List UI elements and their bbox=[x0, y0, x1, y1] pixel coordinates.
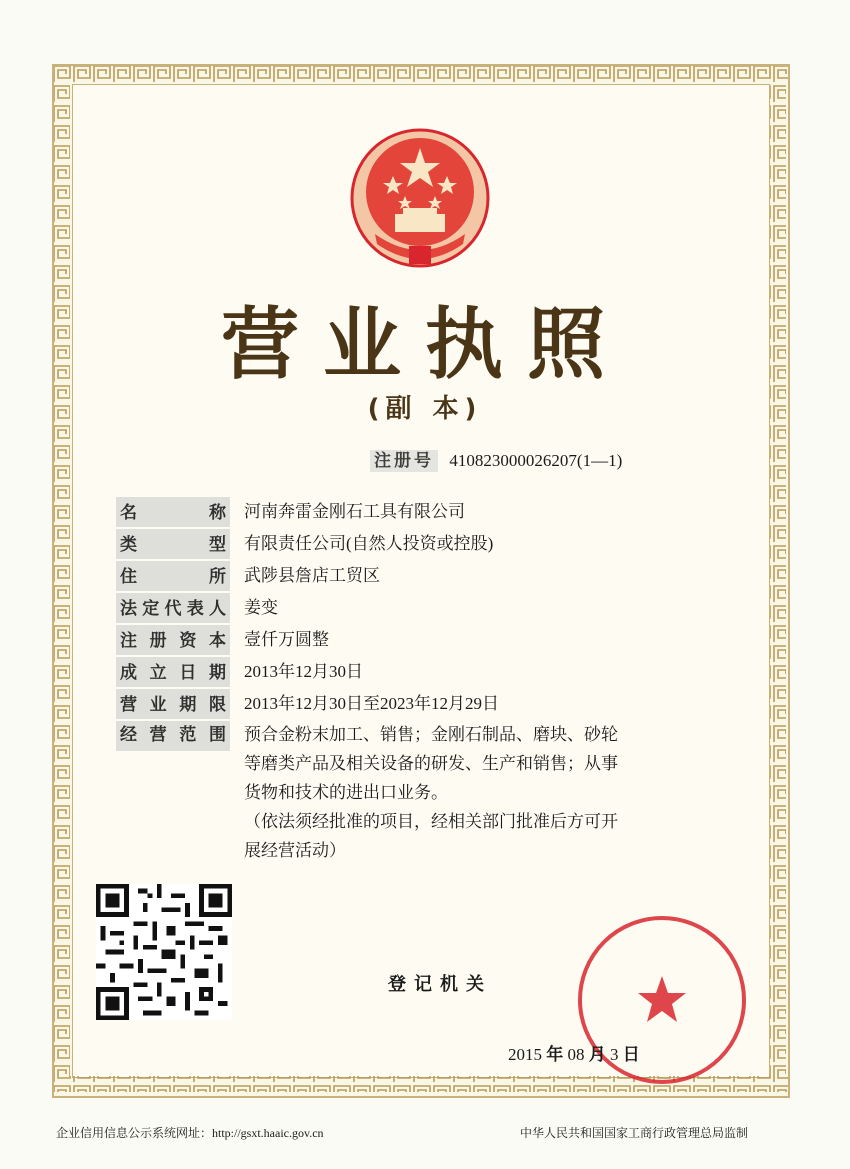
registration-value: 410823000026207(1—1) bbox=[449, 451, 623, 470]
field-row-address bbox=[116, 560, 716, 592]
field-value: 2013年12月30日 bbox=[244, 662, 363, 681]
field-label: 住 所 bbox=[116, 561, 230, 591]
date-year: 2015 bbox=[508, 1045, 542, 1064]
scope-line: 预合金粉末加工、销售；金刚石制品、磨块、砂轮 bbox=[244, 725, 618, 744]
field-value: 姜变 bbox=[244, 598, 278, 617]
registration-label: 注册号 bbox=[370, 450, 438, 472]
field-value-scope bbox=[244, 720, 716, 865]
issue-date bbox=[508, 1040, 640, 1065]
field-value: 2013年12月30日至2023年12月29日 bbox=[244, 694, 499, 713]
field-row-established bbox=[116, 656, 716, 688]
field-label: 类 型 bbox=[116, 529, 230, 559]
field-label: 注 册 资 本 bbox=[116, 625, 230, 655]
label-char: 称 bbox=[209, 503, 226, 523]
registration-authority: 登记机关 bbox=[388, 974, 492, 995]
national-emblem-icon bbox=[345, 126, 495, 271]
field-label: 成 立 日 期 bbox=[116, 657, 230, 687]
field-label: 营 业 期 限 bbox=[116, 689, 230, 719]
field-label: 法 定 代 表 人 bbox=[116, 593, 230, 623]
label-char: 名 bbox=[120, 503, 137, 523]
scope-line: 等磨类产品及相关设备的研发、生产和销售；从事 bbox=[244, 754, 618, 773]
document-subtitle: (副 本) bbox=[367, 394, 483, 424]
field-row-scope bbox=[116, 720, 716, 865]
scope-line: （依法须经批准的项目，经相关部门批准后方可开 bbox=[244, 812, 618, 831]
qr-code bbox=[96, 884, 232, 1020]
footer-supervisor: 中华人民共和国国家工商行政管理总局监制 bbox=[520, 1126, 749, 1140]
field-row-term bbox=[116, 688, 716, 720]
date-day: 3 bbox=[610, 1045, 619, 1064]
field-value: 武陟县詹店工贸区 bbox=[244, 566, 380, 585]
document-title: 营业执照 bbox=[220, 300, 629, 390]
footer-website: 企业信用信息公示系统网址：http://gsxt.haaic.gov.cn bbox=[56, 1126, 324, 1140]
scope-line: 展经营活动） bbox=[244, 841, 346, 860]
field-value: 河南奔雷金刚石工具有限公司 bbox=[244, 502, 465, 521]
field-row-name bbox=[116, 496, 716, 528]
field-row-capital bbox=[116, 624, 716, 656]
field-label bbox=[116, 497, 230, 527]
date-year-unit: 年 bbox=[546, 1045, 564, 1065]
date-day-unit: 日 bbox=[622, 1045, 640, 1065]
date-month-unit: 月 bbox=[588, 1045, 606, 1065]
field-value: 壹仟万圆整 bbox=[244, 630, 329, 649]
field-label: 经 营 范 围 bbox=[116, 721, 230, 751]
scope-line: 货物和技术的进出口业务。 bbox=[244, 783, 448, 802]
field-row-type bbox=[116, 528, 716, 560]
field-value: 有限责任公司(自然人投资或控股) bbox=[244, 534, 494, 553]
date-month: 08 bbox=[567, 1045, 585, 1064]
field-row-representative bbox=[116, 592, 716, 624]
license-fields bbox=[116, 496, 716, 865]
registration-number bbox=[370, 446, 622, 471]
